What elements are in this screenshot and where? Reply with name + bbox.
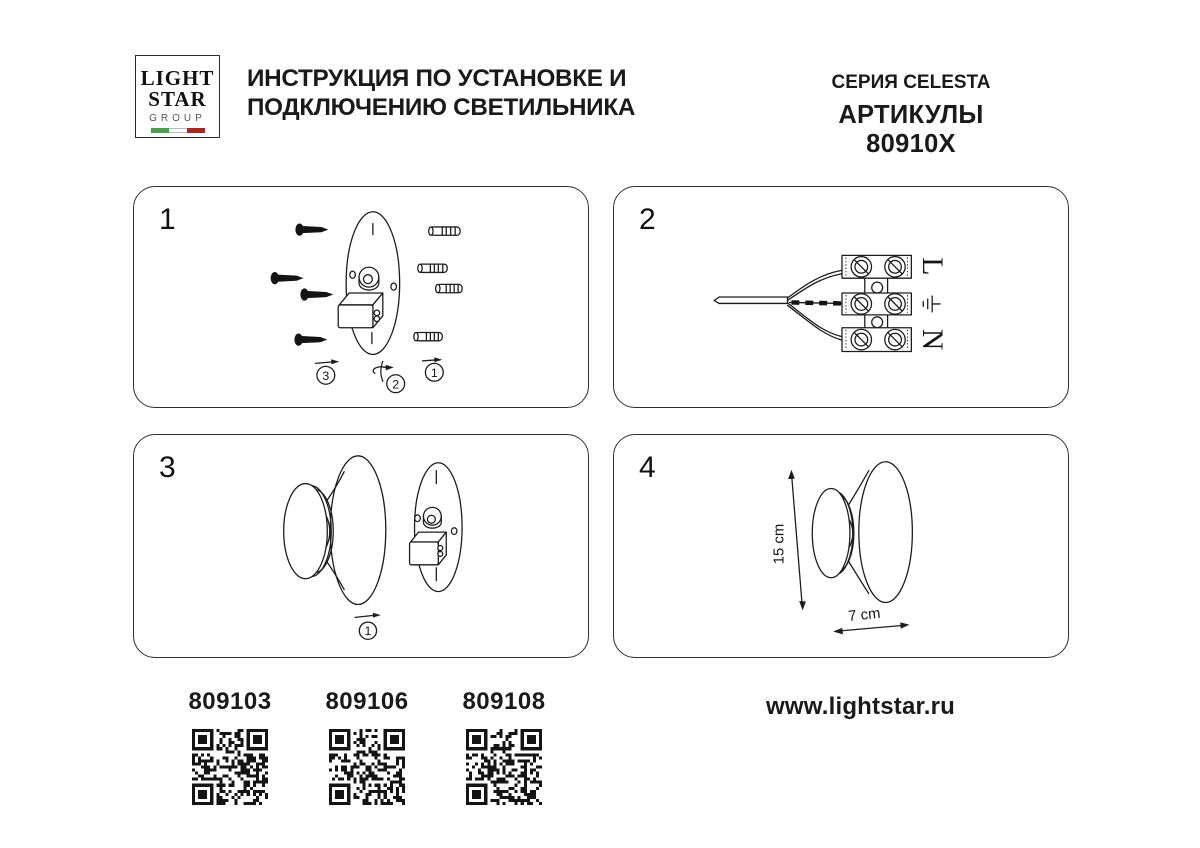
qr-code [192, 729, 268, 805]
step-panel-1 [133, 186, 589, 408]
height-dimension-label: 15 cm [771, 523, 788, 565]
wall-lamp [812, 462, 912, 603]
series-name: СЕРИЯ CELESTA [831, 72, 991, 93]
panel-number: 2 [639, 203, 656, 236]
article-code: 809103 [188, 688, 272, 715]
article-block [187, 688, 273, 805]
qr-code [466, 729, 542, 805]
width-dimension-label: 7 cm [847, 605, 882, 626]
earth-symbol [923, 296, 940, 312]
terminal-row [842, 255, 911, 278]
terminal-box [410, 532, 447, 565]
step-arrow [315, 359, 339, 364]
instruction-title [247, 64, 635, 122]
article-code: 809106 [325, 688, 409, 715]
power-cable [714, 270, 842, 340]
flag-white-segment [169, 128, 187, 133]
terminal-box [338, 293, 383, 328]
height-dimension-arrow [788, 470, 806, 611]
screw-icon [295, 223, 328, 235]
series-block [811, 72, 1011, 159]
article-block [461, 688, 547, 805]
panel-number: 4 [639, 451, 656, 484]
mounting-plate [338, 212, 399, 355]
dowel-icon [429, 227, 460, 235]
wall-lamp [284, 456, 386, 605]
attachment-diagram [134, 435, 588, 657]
step-badge [359, 622, 376, 639]
step-panel-3 [133, 434, 589, 658]
panel-number: 3 [159, 451, 176, 484]
step-number: 1 [364, 624, 372, 639]
mounting-plate [410, 463, 463, 592]
screw-icon [300, 288, 333, 300]
dowel-icon [418, 264, 447, 272]
logo-word-group: GROUP [149, 113, 206, 124]
flag-green-segment [151, 128, 169, 133]
logo-word-light: LIGHT [140, 66, 215, 90]
width-dimension-arrow [833, 622, 909, 634]
live-label: L [916, 257, 949, 276]
terminal-block [842, 255, 911, 351]
neutral-label: N [916, 328, 949, 351]
step-panel-4 [613, 434, 1069, 658]
rotation-icon [373, 361, 394, 381]
step-number: 3 [322, 368, 330, 383]
instruction-title-line2: ПОДКЛЮЧЕНИЮ СВЕТИЛЬНИКА [247, 94, 636, 121]
website-url: www.lightstar.ru [766, 693, 956, 720]
article-block [324, 688, 410, 805]
step-badge [387, 375, 405, 393]
terminal-row [842, 328, 911, 352]
screw-icon [271, 272, 304, 284]
step-badge [425, 363, 443, 381]
step-arrow [355, 613, 381, 618]
flag-red-segment [187, 128, 205, 133]
article-code: 809108 [462, 688, 546, 715]
series-articles: АРТИКУЛЫ 80910X [838, 101, 984, 158]
step-panel-2 [613, 186, 1069, 408]
dowel-icon [436, 284, 462, 292]
panel-number: 1 [159, 203, 176, 236]
logo-word-star: STAR [148, 87, 207, 111]
dowel-icon [414, 332, 442, 340]
step-arrow [422, 357, 442, 362]
wiring-diagram [614, 187, 1068, 407]
step-badge [317, 366, 335, 384]
step-number: 1 [430, 365, 438, 380]
step-number: 2 [392, 377, 400, 392]
screw-icon [294, 333, 327, 345]
mounting-diagram [134, 187, 588, 407]
terminal-row [842, 293, 911, 315]
qr-code [329, 729, 405, 805]
dimensions-diagram [614, 435, 1068, 657]
italian-flag-bar [151, 128, 205, 133]
lightstar-logo [135, 55, 220, 138]
instruction-title-line1: ИНСТРУКЦИЯ ПО УСТАНОВКЕ И [247, 65, 627, 92]
